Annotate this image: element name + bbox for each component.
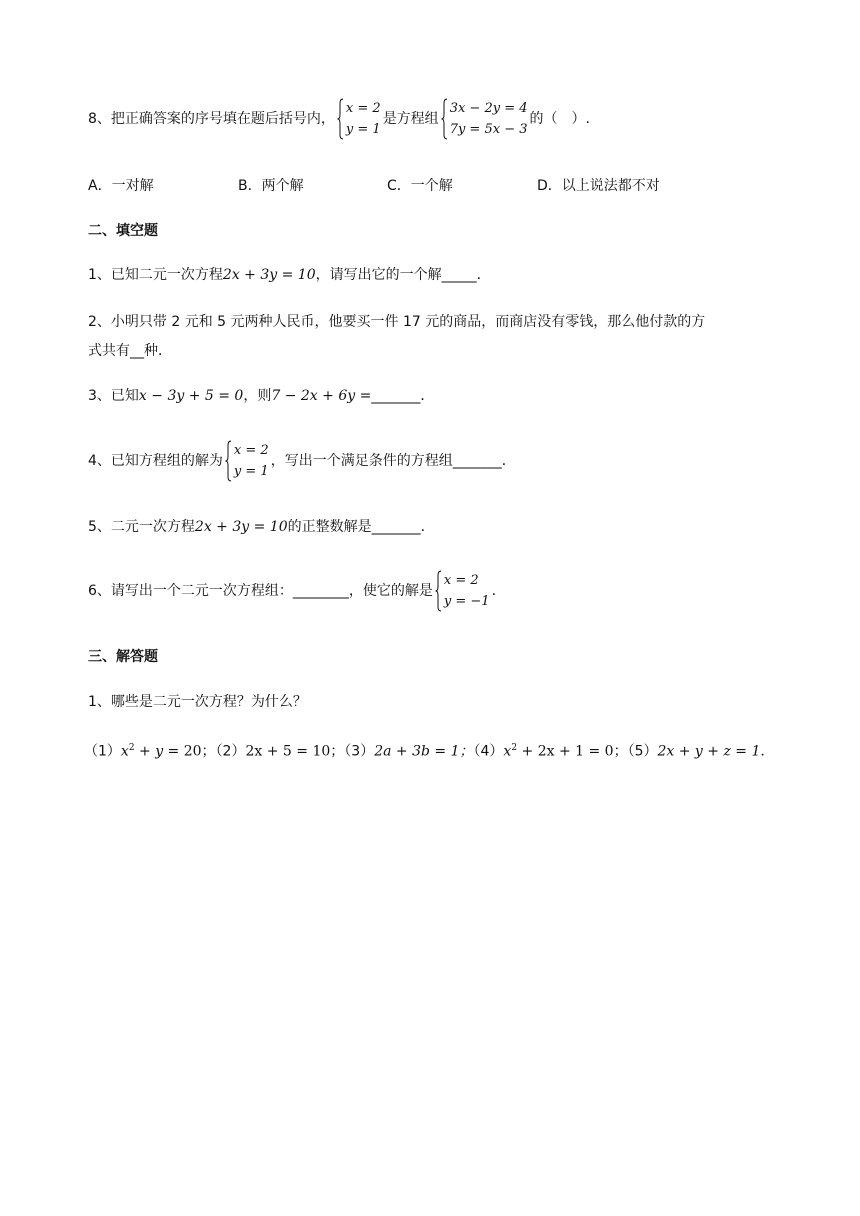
left-brace-icon xyxy=(435,570,442,612)
q8-eq2: 7y = 5x − 3 xyxy=(449,122,528,137)
fq3-equation-2: 7 − 2x + 6y = xyxy=(271,388,372,404)
q8-solution-system xyxy=(337,98,381,140)
left-brace-icon xyxy=(441,98,448,140)
fq1-text-b: ，请写出它的一个解_____． xyxy=(315,267,491,283)
q8-options xyxy=(88,176,788,196)
option-a: A．一对解 xyxy=(88,178,154,194)
fq3-text-a: 3、已知 xyxy=(88,388,139,404)
fq1-equation: 2x + 3y = 10 xyxy=(222,267,316,283)
left-brace-icon xyxy=(225,440,232,482)
item-1-rhs: = 20； xyxy=(163,743,216,760)
fq6-solution-system xyxy=(435,570,490,612)
answer-question-1-items xyxy=(84,738,765,762)
item-4-label: （4） xyxy=(473,743,504,760)
q8-prefix: 8、把正确答案的序号填在题后括号内， xyxy=(88,111,335,127)
q8-suffix: 的（ ）. xyxy=(529,111,590,127)
item-1-x: x xyxy=(120,743,129,760)
fill-question-3 xyxy=(88,386,434,406)
fill-question-4 xyxy=(88,440,516,482)
fill-question-6 xyxy=(88,570,496,612)
fq4-text-a: 4、已知方程组的解为 xyxy=(88,453,223,469)
fq4-solution-system xyxy=(225,440,269,482)
item-5-label: （5） xyxy=(627,743,658,760)
item-4-rest: + 2x + 1 = 0； xyxy=(517,743,628,760)
fq3-equation-1: x − 3y + 5 = 0 xyxy=(138,388,244,404)
fq6-x: x = 2 xyxy=(443,573,479,588)
q8-mid: 是方程组 xyxy=(382,111,439,127)
fq1-text-a: 1、已知二元一次方程 xyxy=(88,267,223,283)
fq4-y: y = 1 xyxy=(233,464,269,479)
item-1-label: （1） xyxy=(84,743,121,760)
fq6-text-b: . xyxy=(491,583,497,599)
item-3-equation: 2a + 3b = 1； xyxy=(374,743,474,760)
item-5-equation: 2x + y + z = 1. xyxy=(657,743,765,760)
option-b: B．两个解 xyxy=(238,178,304,194)
q8-sol-y: y = 1 xyxy=(345,122,381,137)
q8-sol-x: x = 2 xyxy=(345,101,381,116)
item-2-equation: 2x + 5 = 10； xyxy=(245,743,345,760)
item-1-exponent: 2 xyxy=(128,743,135,753)
fq4-text-b: ，写出一个满足条件的方程组_______． xyxy=(270,453,516,469)
fill-question-1 xyxy=(88,265,491,285)
fill-question-2-line-2: 式共有__种． xyxy=(88,343,172,359)
item-4-exponent: 2 xyxy=(511,743,518,753)
item-3-label: （3） xyxy=(344,743,375,760)
fq5-text-a: 5、二元一次方程 xyxy=(88,519,195,535)
fill-question-5 xyxy=(88,517,435,537)
fq4-x: x = 2 xyxy=(233,443,269,458)
answer-question-1: 1、哪些是二元一次方程？为什么？ xyxy=(88,694,307,710)
fq5-equation: 2x + 3y = 10 xyxy=(194,519,288,535)
fq6-text-a: 6、请写出一个二元一次方程组：________，使它的解是 xyxy=(88,583,433,599)
section-3-title: 三、解答题 xyxy=(88,649,158,665)
left-brace-icon xyxy=(337,98,344,140)
fq6-y: y = −1 xyxy=(443,594,490,609)
option-c: C．一个解 xyxy=(387,178,453,194)
q8-equation-system xyxy=(441,98,528,140)
option-d: D．以上说法都不对 xyxy=(537,178,660,194)
fq3-text-b: ，则 xyxy=(243,388,272,404)
question-8 xyxy=(88,98,590,140)
item-1-y: + y xyxy=(134,743,164,760)
section-2-title: 二、填空题 xyxy=(88,223,158,239)
item-2-label: （2） xyxy=(215,743,246,760)
item-4-x: x xyxy=(503,743,512,760)
fq3-text-c: _______． xyxy=(371,388,435,404)
fill-question-2-line-1: 2、小明只带 2 元和 5 元两种人民币，他要买一件 17 元的商品，而商店没有零钱，那么他付款的方 xyxy=(88,314,706,330)
fq5-text-b: 的正整数解是_______． xyxy=(287,519,435,535)
q8-eq1: 3x − 2y = 4 xyxy=(449,101,528,116)
